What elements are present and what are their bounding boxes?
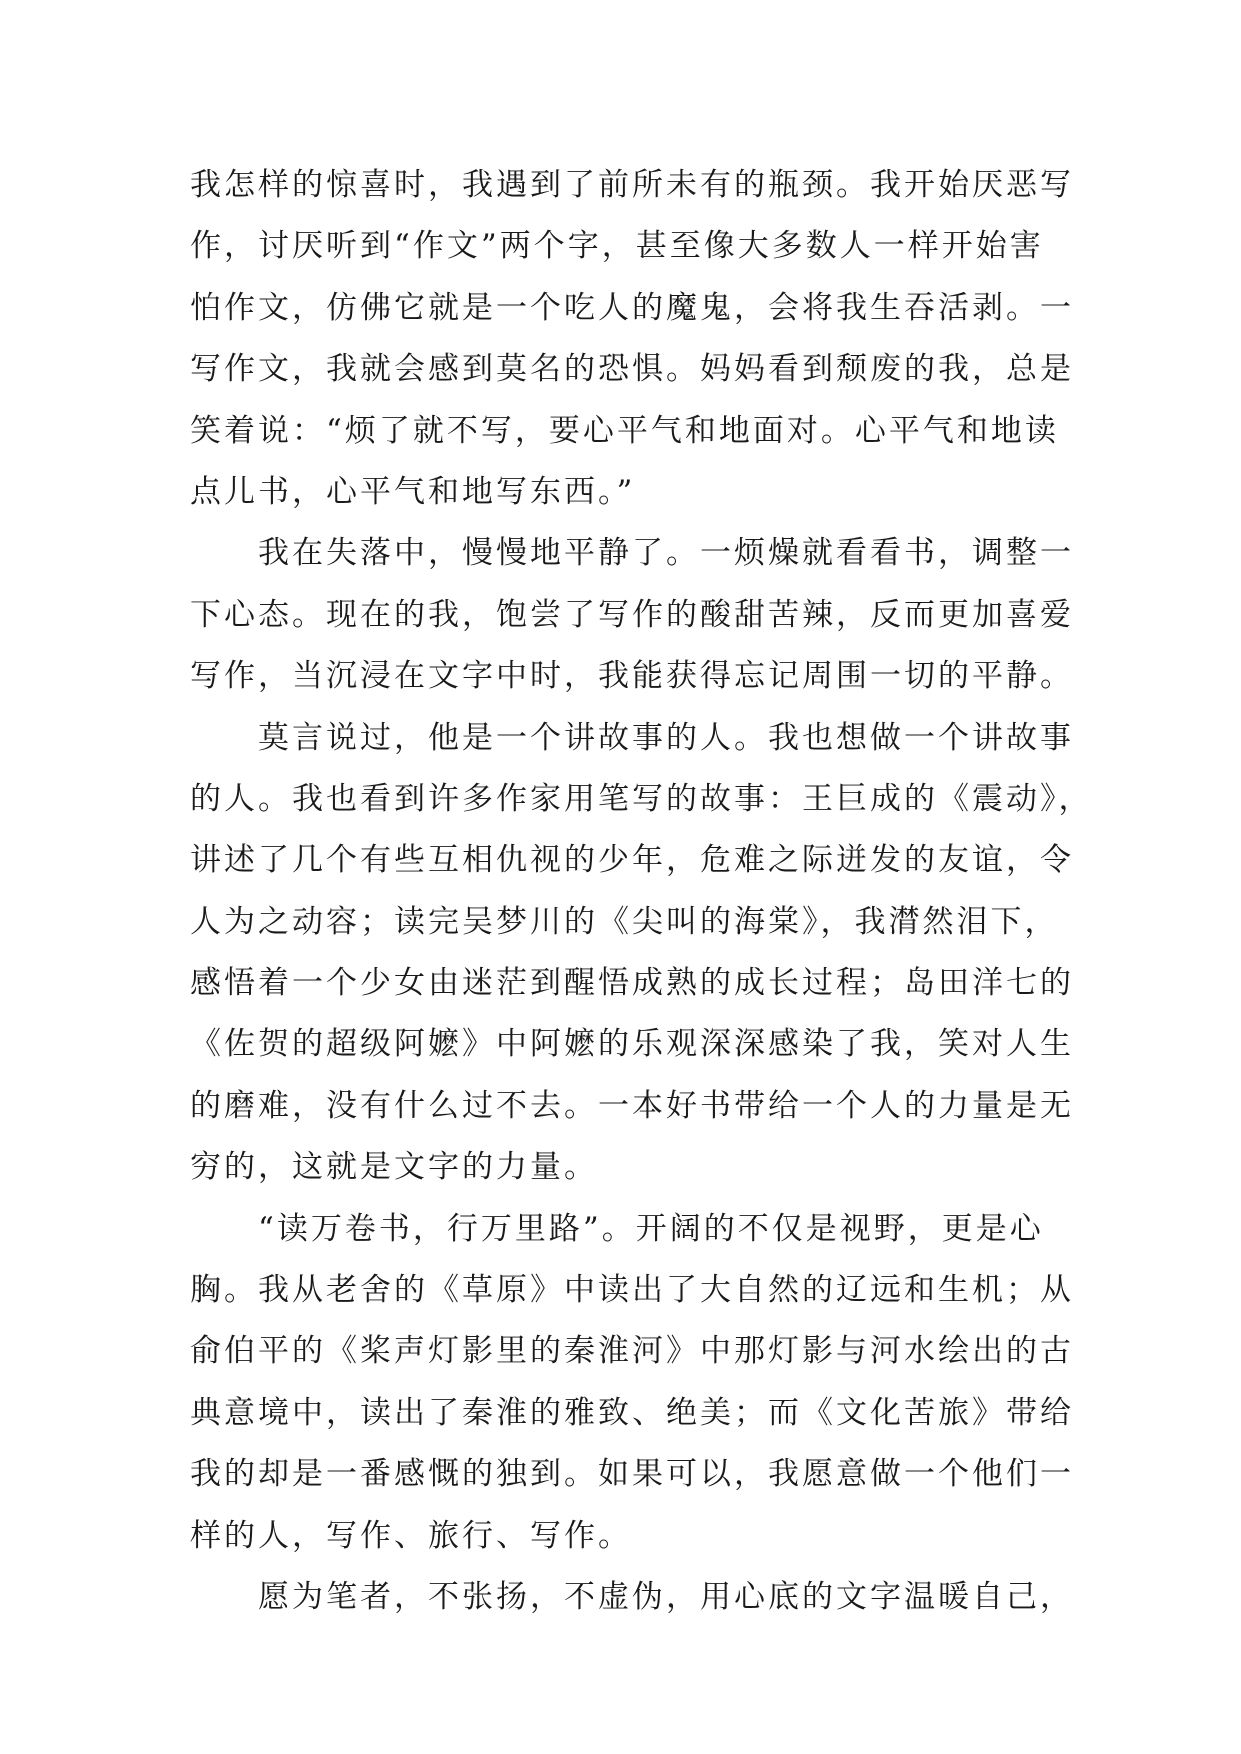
text-line: 样的人，写作、旅行、写作。 <box>190 1517 632 1554</box>
text-line: 的人。我也看到许多作家用笔写的故事：王巨成的《震动》， <box>190 780 1093 817</box>
text-line: 我的却是一番感慨的独到。如果可以，我愿意做一个他们一 <box>190 1456 1074 1493</box>
text-line: 写作文，我就会感到莫名的恐惧。妈妈看到颓废的我，总是 <box>190 351 1074 388</box>
text-line: 我在失落中，慢慢地平静了。一烦燥就看看书，调整一 <box>258 535 1074 572</box>
text-line: 点儿书，心平气和地写东西。” <box>190 473 636 510</box>
text-line: 愿为笔者，不张扬，不虚伪，用心底的文字温暖自己， <box>258 1578 1074 1615</box>
text-line: 《佐贺的超级阿嬷》中阿嬷的乐观深深感染了我，笑对人生 <box>190 1026 1074 1063</box>
text-line: 下心态。现在的我，饱尝了写作的酸甜苦辣，反而更加喜爱 <box>190 596 1074 633</box>
text-line: 感悟着一个少女由迷茫到醒悟成熟的成长过程；岛田洋七的 <box>190 965 1074 1002</box>
text-line: 写作，当沉浸在文字中时，我能获得忘记周围一切的平静。 <box>190 658 1074 695</box>
text-line: 怕作文，仿佛它就是一个吃人的魔鬼，会将我生吞活剥。一 <box>190 289 1074 326</box>
text-line: 穷的，这就是文字的力量。 <box>190 1149 598 1186</box>
text-line: 典意境中，读出了秦淮的雅致、绝美；而《文化苦旅》带给 <box>190 1394 1074 1431</box>
text-line: 的磨难，没有什么过不去。一本好书带给一个人的力量是无 <box>190 1087 1074 1124</box>
text-line: 我怎样的惊喜时，我遇到了前所未有的瓶颈。我开始厌恶写 <box>190 167 1074 203</box>
text-line: “读万卷书，行万里路”。开阔的不仅是视野，更是心 <box>258 1210 1044 1247</box>
text-line: 人为之动容；读完吴梦川的《尖叫的海棠》，我潸然泪下， <box>190 903 1059 940</box>
text-line: 讲述了几个有些互相仇视的少年，危难之际迸发的友谊，令 <box>190 842 1074 879</box>
text-line: 作，讨厌听到“作文”两个字，甚至像大多数人一样开始害 <box>190 228 1044 265</box>
body-text <box>190 155 1093 1628</box>
text-line: 胸。我从老舍的《草原》中读出了大自然的辽远和生机；从 <box>190 1272 1074 1309</box>
text-line: 莫言说过，他是一个讲故事的人。我也想做一个讲故事 <box>258 719 1074 756</box>
text-line: 笑着说：“烦了就不写，要心平气和地面对。心平气和地读 <box>190 412 1059 449</box>
text-line: 俞伯平的《桨声灯影里的秦淮河》中那灯影与河水绘出的古 <box>190 1333 1074 1370</box>
